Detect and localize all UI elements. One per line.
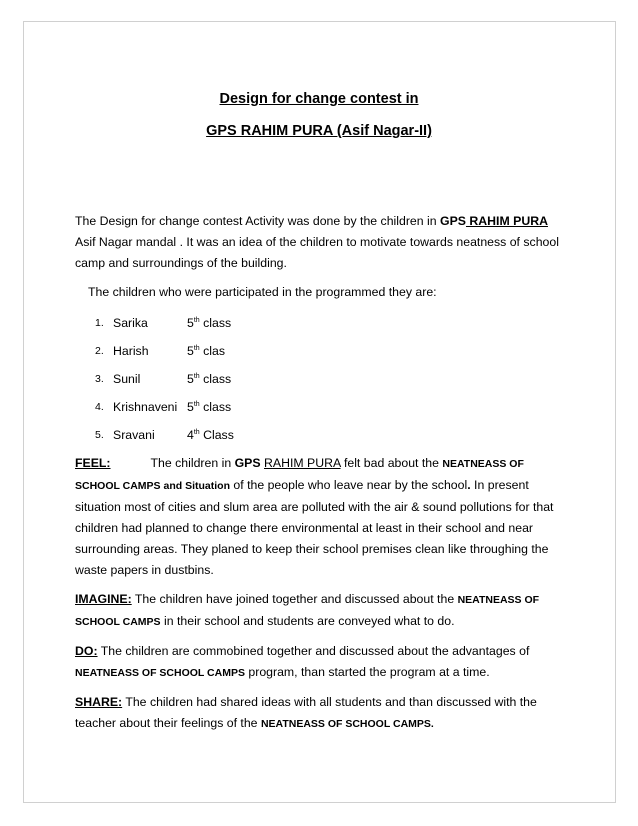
- share-text-1: The children had shared ideas with all students and than discussed with the teacher about their feelings of the: [75, 695, 537, 730]
- list-number: 5.: [95, 429, 104, 441]
- document-body: [75, 211, 570, 735]
- feel-text-1: The children in: [150, 456, 235, 470]
- do-text-2: program, than started the program at a time.: [244, 665, 490, 679]
- participant-name: Krishnaveni: [113, 400, 178, 414]
- feel-rahim-pura: RAHIM PURA: [264, 456, 341, 470]
- imagine-text-2: in their school and students are conveyed what to do.: [160, 614, 455, 628]
- document-title-line1: Design for change contest in: [219, 91, 419, 107]
- list-item: [95, 365, 570, 393]
- intro-text-2: Asif Nagar mandal . It was an idea of the children to motivate towards neatness of school camp and surroundings of the building.: [75, 235, 559, 270]
- participant-class: [187, 365, 231, 393]
- share-paragraph: [75, 692, 570, 735]
- participant-class: [187, 337, 225, 365]
- participants-list: [75, 309, 570, 449]
- grade-suffix: th: [193, 372, 200, 380]
- class-word: class: [199, 400, 232, 414]
- participant-class: [187, 309, 231, 337]
- intro-rahim-pura: RAHIM PURA: [465, 214, 548, 228]
- intro-paragraph: [75, 211, 570, 274]
- feel-text-2: felt bad about the: [340, 456, 443, 470]
- list-number: 3.: [95, 373, 104, 385]
- class-word: Class: [199, 428, 234, 442]
- class-word: class: [199, 316, 232, 330]
- feel-paragraph: [75, 453, 570, 581]
- grade-number: 4: [187, 428, 194, 442]
- grade-suffix: th: [193, 428, 200, 436]
- grade-number: 5: [187, 372, 194, 386]
- do-bold-1: NEATNEASS OF SCHOOL CAMPS: [75, 667, 245, 679]
- list-item: [95, 337, 570, 365]
- imagine-heading: IMAGINE:: [75, 592, 132, 606]
- grade-suffix: th: [193, 344, 200, 352]
- feel-dot: .: [467, 478, 471, 492]
- do-heading: DO:: [75, 644, 98, 658]
- imagine-bold-1: NEATNEASS OF SCHOOL CAMPS: [75, 594, 540, 628]
- imagine-paragraph: [75, 589, 570, 633]
- feel-bold-1: NEATNEASS OF SCHOOL CAMPS and Situation: [75, 458, 524, 492]
- do-text-1: The children are commobined together and discussed about the advantages of: [97, 644, 530, 658]
- participant-name: Sarika: [113, 316, 148, 330]
- list-number: 2.: [95, 345, 104, 357]
- do-paragraph: [75, 641, 570, 684]
- participant-class: [187, 393, 231, 421]
- grade-suffix: th: [193, 400, 200, 408]
- grade-suffix: th: [193, 316, 200, 324]
- participant-name: Harish: [113, 344, 149, 358]
- intro-text-1: The Design for change contest Activity was done by the children in: [75, 214, 441, 228]
- grade-number: 5: [187, 400, 194, 414]
- list-item: [95, 421, 570, 449]
- list-item: [95, 309, 570, 337]
- document-title-line2: GPS RAHIM PURA (Asif Nagar-II): [206, 123, 432, 139]
- class-word: clas: [199, 344, 225, 358]
- participant-class: [187, 421, 234, 449]
- grade-number: 5: [187, 316, 194, 330]
- feel-text-4: In present situation most of cities and slum area are polluted with the air & sound pollutions for that children had planned to change there environmental at least in their school and near surrounding areas. They planed to keep their school premises clean like throughing the waste papers in dustbins.: [75, 478, 554, 577]
- grade-number: 5: [187, 344, 194, 358]
- list-number: 4.: [95, 401, 104, 413]
- list-item: [95, 393, 570, 421]
- feel-text-3: of the people who leave near by the school: [229, 478, 468, 492]
- participants-intro: The children who were participated in the programmed they are:: [88, 285, 437, 299]
- feel-gps: GPS: [234, 456, 261, 470]
- share-bold-1: NEATNEASS OF SCHOOL CAMPS.: [260, 718, 434, 730]
- share-heading: SHARE:: [75, 695, 123, 709]
- imagine-text-1: The children have joined together and discussed about the: [131, 592, 458, 606]
- feel-heading: FEEL:: [75, 456, 111, 470]
- list-number: 1.: [95, 317, 104, 329]
- intro-gps: GPS: [440, 214, 466, 228]
- class-word: class: [199, 372, 232, 386]
- participant-name: Sunil: [113, 372, 141, 386]
- participant-name: Sravani: [113, 428, 155, 442]
